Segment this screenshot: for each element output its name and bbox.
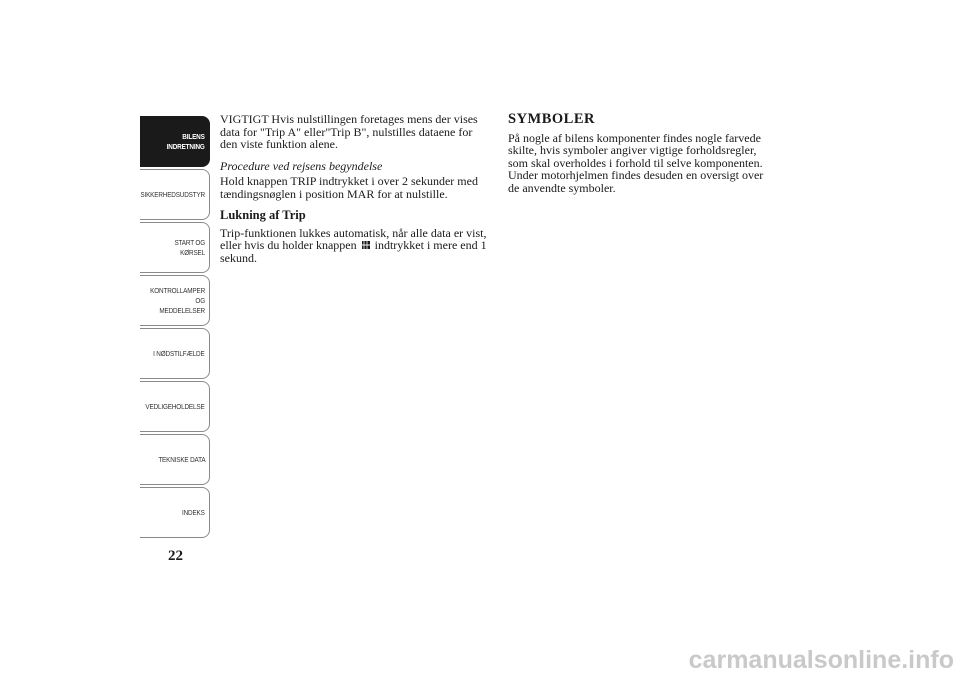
tab-label: BILENS INDRETNING xyxy=(167,131,205,151)
tab-label: SIKKERHEDSUDSTYR xyxy=(140,189,205,199)
text: Trip-funktionen lukkes automatisk, når alle data er vist, eller hvis du holder knappen xyxy=(220,225,487,252)
tab-i-nodstilfaelde[interactable] xyxy=(140,328,210,379)
tab-label: TEKNISKE DATA xyxy=(157,454,205,464)
tab-kontrollamper[interactable] xyxy=(140,275,210,326)
left-column xyxy=(220,113,488,273)
text: indtrykket i mere end 1 sekund. xyxy=(220,238,487,265)
paragraph: På nogle af bilens komponenter findes nogle farvede skilte, hvis symboler angiver vigtige forholdsregler, som skal overholdes i forhold til selve komponenten. Under motorhjelmen findes desuden en oversigt over de anvendte symboler. xyxy=(508,130,764,195)
watermark: carmanualsonline.info xyxy=(688,646,954,674)
tab-tekniske-data[interactable] xyxy=(140,434,210,485)
right-column xyxy=(508,113,776,203)
tab-sikkerhedsudstyr[interactable] xyxy=(140,169,210,220)
paragraph xyxy=(220,227,488,265)
tab-label: INDEKS xyxy=(182,507,205,517)
tab-label: I NØDSTILFÆLDE xyxy=(153,348,205,358)
tab-bilens-indretning[interactable] xyxy=(140,116,210,167)
trip-button-icon xyxy=(361,240,371,250)
page-number: 22 xyxy=(168,548,183,564)
tab-label: START OG KØRSEL xyxy=(174,237,205,257)
paragraph: VIGTIGT Hvis nulstillingen foretages mens der vises data for "Trip A" eller"Trip B", nulstilles dataene for den viste funktion alene. xyxy=(220,112,478,151)
subheading: Procedure ved rejsens begyndelse xyxy=(220,158,383,173)
tab-vedligeholdelse[interactable] xyxy=(140,381,210,432)
tab-label: KONTROLLAMPER OG MEDDELELSER xyxy=(150,285,205,315)
paragraph: Hold knappen TRIP indtrykket i over 2 sekunder med tændingsnøglen i position MAR for at nulstille. xyxy=(220,174,478,201)
section-heading: Lukning af Trip xyxy=(220,208,306,222)
tab-label: VEDLIGEHOLDELSE xyxy=(145,401,205,411)
tab-start-og-korsel[interactable] xyxy=(140,222,210,273)
section-heading: SYMBOLER xyxy=(508,111,595,127)
chapter-sidebar xyxy=(140,116,210,540)
tab-indeks[interactable] xyxy=(140,487,210,538)
